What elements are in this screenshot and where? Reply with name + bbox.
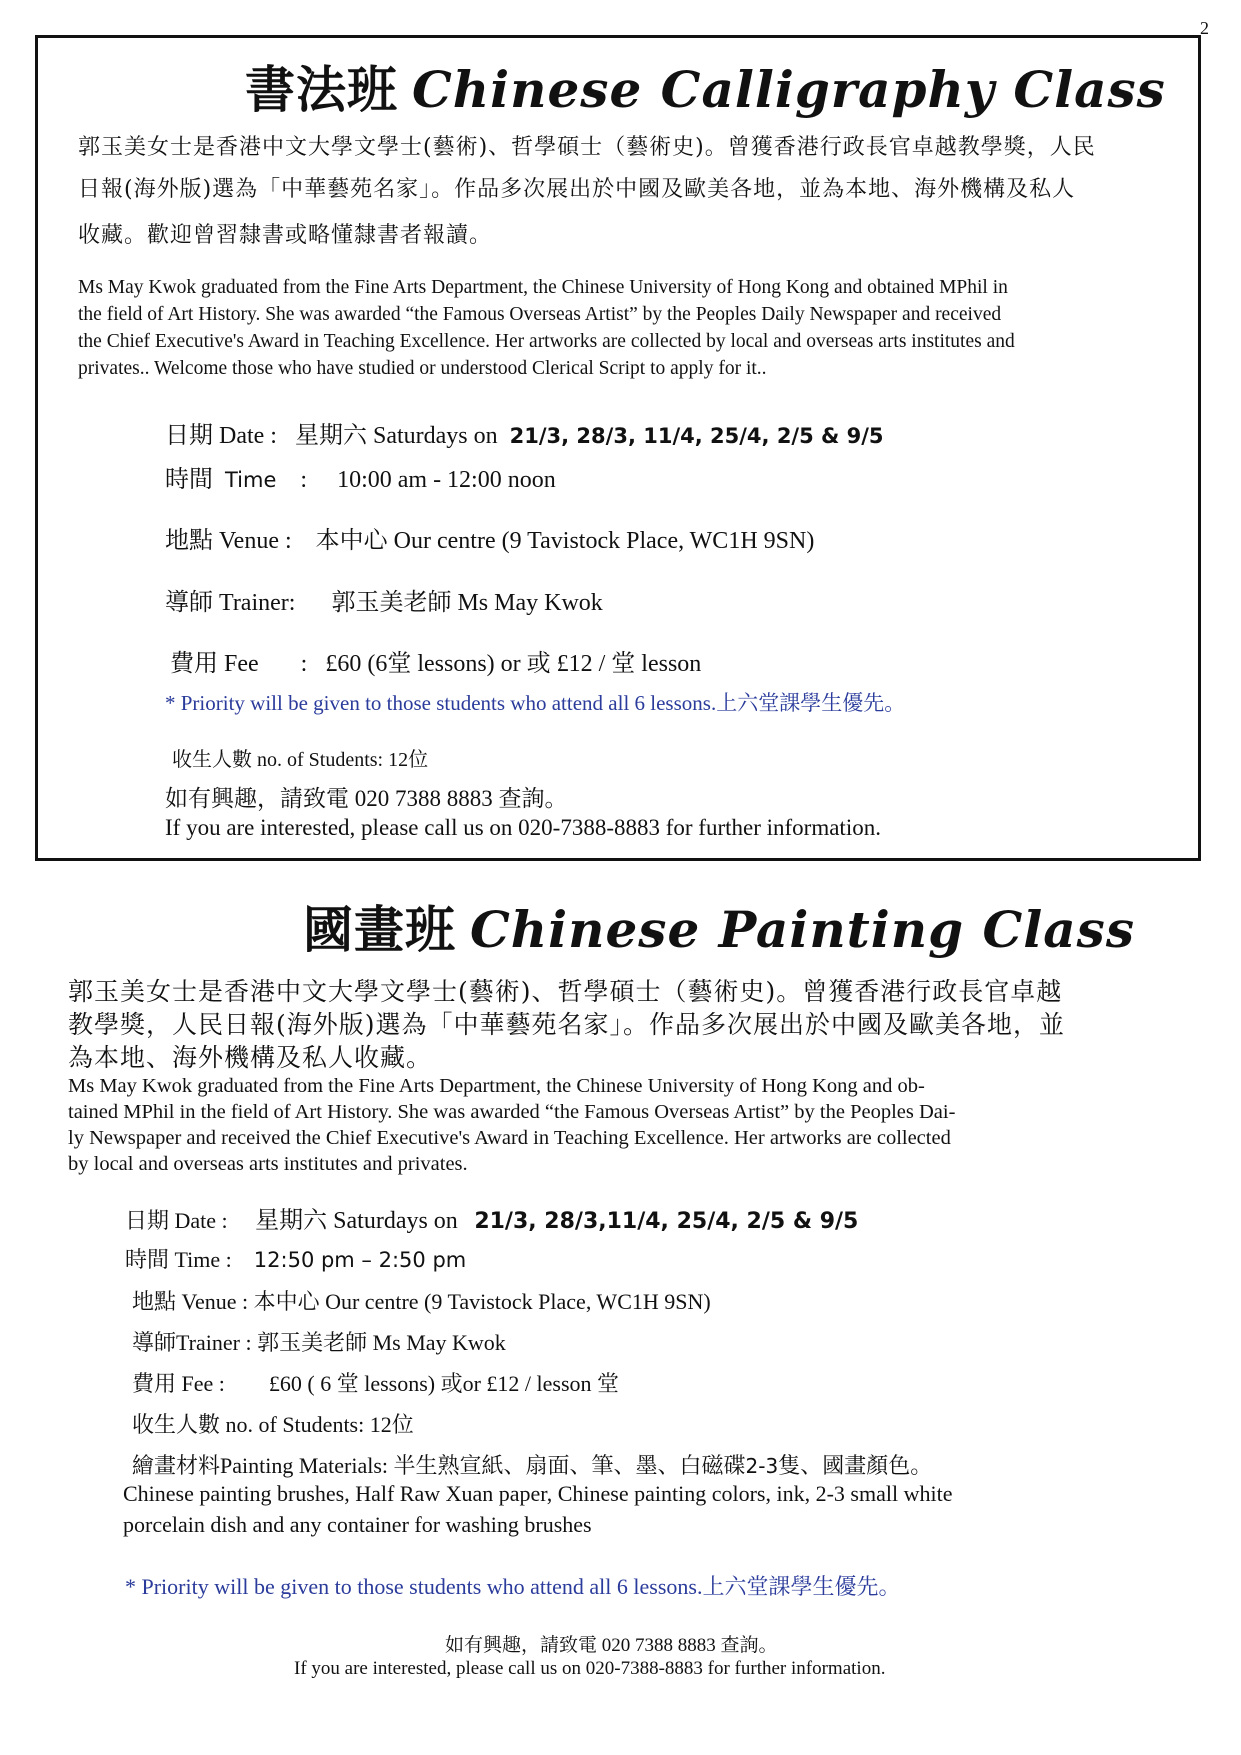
calligraphy-intro-en-line-3: the Chief Executive's Award in Teaching Excellence. Her artworks are collected by local and overseas arts institutes and [78, 331, 1015, 352]
painting-materials-en-line-1: Chinese painting brushes, Half Raw Xuan paper, Chinese painting colors, ink, 2-3 small white [123, 1481, 953, 1506]
calligraphy-contact-zh: 如有興趣，請致電 020 7388 8883 查詢。 [165, 786, 568, 811]
calligraphy-time-label-en: Time [225, 468, 277, 492]
calligraphy-trainer-label: 導師 Trainer: [165, 590, 296, 616]
painting-intro-en-line-1: Ms May Kwok graduated from the Fine Arts Department, the Chinese University of Hong Kong and ob- [68, 1075, 925, 1097]
calligraphy-students: 收生人數 no. of Students: 12位 [172, 749, 429, 771]
calligraphy-title [245, 50, 1166, 122]
painting-contact-zh: 如有興趣，請致電 020 7388 8883 查詢。 [445, 1635, 778, 1656]
painting-intro-en-line-4: by local and overseas arts institutes and privates. [68, 1153, 468, 1175]
calligraphy-date-value: 21/3, 28/3, 11/4, 25/4, 2/5 & 9/5 [509, 424, 884, 448]
calligraphy-intro-en-line-1: Ms May Kwok graduated from the Fine Arts Department, the Chinese University of Hong Kong and obtained MPhil in [78, 277, 1008, 298]
calligraphy-fee-row [170, 643, 701, 678]
calligraphy-intro-en-line-4: privates.. Welcome those who have studied or understood Clerical Script to apply for it.. [78, 358, 767, 379]
painting-materials-zh-num: 2-3 [745, 1454, 779, 1478]
calligraphy-venue-label: 地點 Venue : [165, 528, 292, 554]
calligraphy-fee-label: 費用 Fee [170, 651, 259, 677]
painting-venue-row: 地點 Venue : 本中心 Our centre (9 Tavistock Place, WC1H 9SN) [132, 1289, 711, 1314]
painting-date-zh: 星期六 Saturdays on [255, 1208, 458, 1234]
calligraphy-title-en: Chinese Calligraphy Class [412, 60, 1166, 119]
calligraphy-intro-zh-line-2: 日報(海外版)選為「中華藝苑名家」。作品多次展出於中國及歐美各地，並為本地、海外機構及私人 [78, 177, 1076, 202]
painting-title-zh: 國畫班 [303, 901, 456, 959]
painting-fee-value: £60 ( 6 堂 lessons) 或or £12 / lesson 堂 [268, 1371, 620, 1396]
painting-students: 收生人數 no. of Students: 12位 [132, 1412, 414, 1437]
painting-contact-en: If you are interested, please call us on 020-7388-8883 for further information. [294, 1658, 886, 1679]
calligraphy-time-row [165, 459, 556, 494]
calligraphy-trainer-value: 郭玉美老師 Ms May Kwok [331, 590, 603, 616]
painting-trainer-row: 導師Trainer : 郭玉美老師 Ms May Kwok [132, 1330, 506, 1355]
painting-intro-zh-line-1: 郭玉美女士是香港中文大學文學士(藝術)、哲學碩士（藝術史)。曾獲香港行政長官卓越 [68, 977, 1063, 1006]
painting-time-value: 12:50 pm – 2:50 pm [253, 1248, 467, 1272]
calligraphy-intro-en-line-2: the field of Art History. She was awarded “the Famous Overseas Artist” by the Peoples Daily Newspaper and received [78, 304, 1002, 325]
calligraphy-date-row [165, 415, 884, 450]
painting-materials-zh [132, 1449, 932, 1480]
calligraphy-fee-value: £60 (6堂 lessons) or 或 £12 / 堂 lesson [325, 651, 702, 677]
calligraphy-date-label: 日期 Date : [165, 423, 277, 449]
calligraphy-intro-zh-line-1: 郭玉美女士是香港中文大學文學士(藝術)、哲學碩士（藝術史)。曾獲香港行政長官卓越教學獎，人民 [78, 135, 1096, 160]
painting-fee-row [132, 1367, 619, 1398]
painting-intro-en-line-3: ly Newspaper and received the Chief Executive's Award in Teaching Excellence. Her artworks are collected [68, 1127, 951, 1149]
calligraphy-venue-row [165, 520, 814, 555]
painting-materials-en-line-2: porcelain dish and any container for washing brushes [123, 1512, 592, 1537]
painting-intro-zh-line-2: 教學獎，人民日報(海外版)選為「中華藝苑名家」。作品多次展出於中國及歐美各地，並 [68, 1010, 1066, 1039]
painting-materials-zh-suffix: 隻、國畫顏色。 [778, 1453, 933, 1478]
calligraphy-time-colon: : [300, 467, 308, 493]
calligraphy-fee-colon: : [300, 651, 308, 677]
painting-materials-zh-prefix: 繪畫材料Painting Materials: 半生熟宣紙、扇面、筆、墨、白磁碟 [132, 1453, 746, 1478]
painting-date-row [125, 1200, 858, 1235]
calligraphy-priority-note: * Priority will be given to those students who attend all 6 lessons.上六堂課學生優先。 [165, 691, 906, 715]
painting-priority-note: * Priority will be given to those students who attend all 6 lessons.上六堂課學生優先。 [125, 1574, 901, 1599]
painting-date-label: 日期 Date : [125, 1208, 228, 1233]
painting-fee-label: 費用 Fee : [132, 1371, 225, 1396]
page-number: 2 [1200, 18, 1209, 38]
calligraphy-contact-en: If you are interested, please call us on 020-7388-8883 for further information. [165, 815, 881, 840]
painting-title-en: Chinese Painting Class [470, 900, 1135, 959]
painting-intro-zh-line-3: 為本地、海外機構及私人收藏。 [68, 1043, 433, 1072]
calligraphy-time-label-zh: 時間 [165, 467, 213, 493]
calligraphy-venue-value: 本中心 Our centre (9 Tavistock Place, WC1H 9SN) [315, 528, 815, 554]
calligraphy-trainer-row [165, 582, 603, 617]
calligraphy-date-zh: 星期六 Saturdays on [294, 423, 498, 449]
calligraphy-time-value: 10:00 am - 12:00 noon [337, 467, 556, 493]
painting-time-row [125, 1243, 466, 1274]
calligraphy-intro-zh-line-3: 收藏。歡迎曾習隸書或略懂隸書者報讀。 [78, 223, 493, 248]
calligraphy-title-zh: 書法班 [245, 61, 398, 119]
painting-title [303, 890, 1135, 962]
painting-time-label: 時間 Time : [125, 1247, 232, 1272]
painting-intro-en-line-2: tained MPhil in the field of Art History. She was awarded “the Famous Overseas Artist” by the Peoples Dai- [68, 1101, 956, 1123]
painting-date-value: 21/3, 28/3,11/4, 25/4, 2/5 & 9/5 [474, 1209, 859, 1234]
